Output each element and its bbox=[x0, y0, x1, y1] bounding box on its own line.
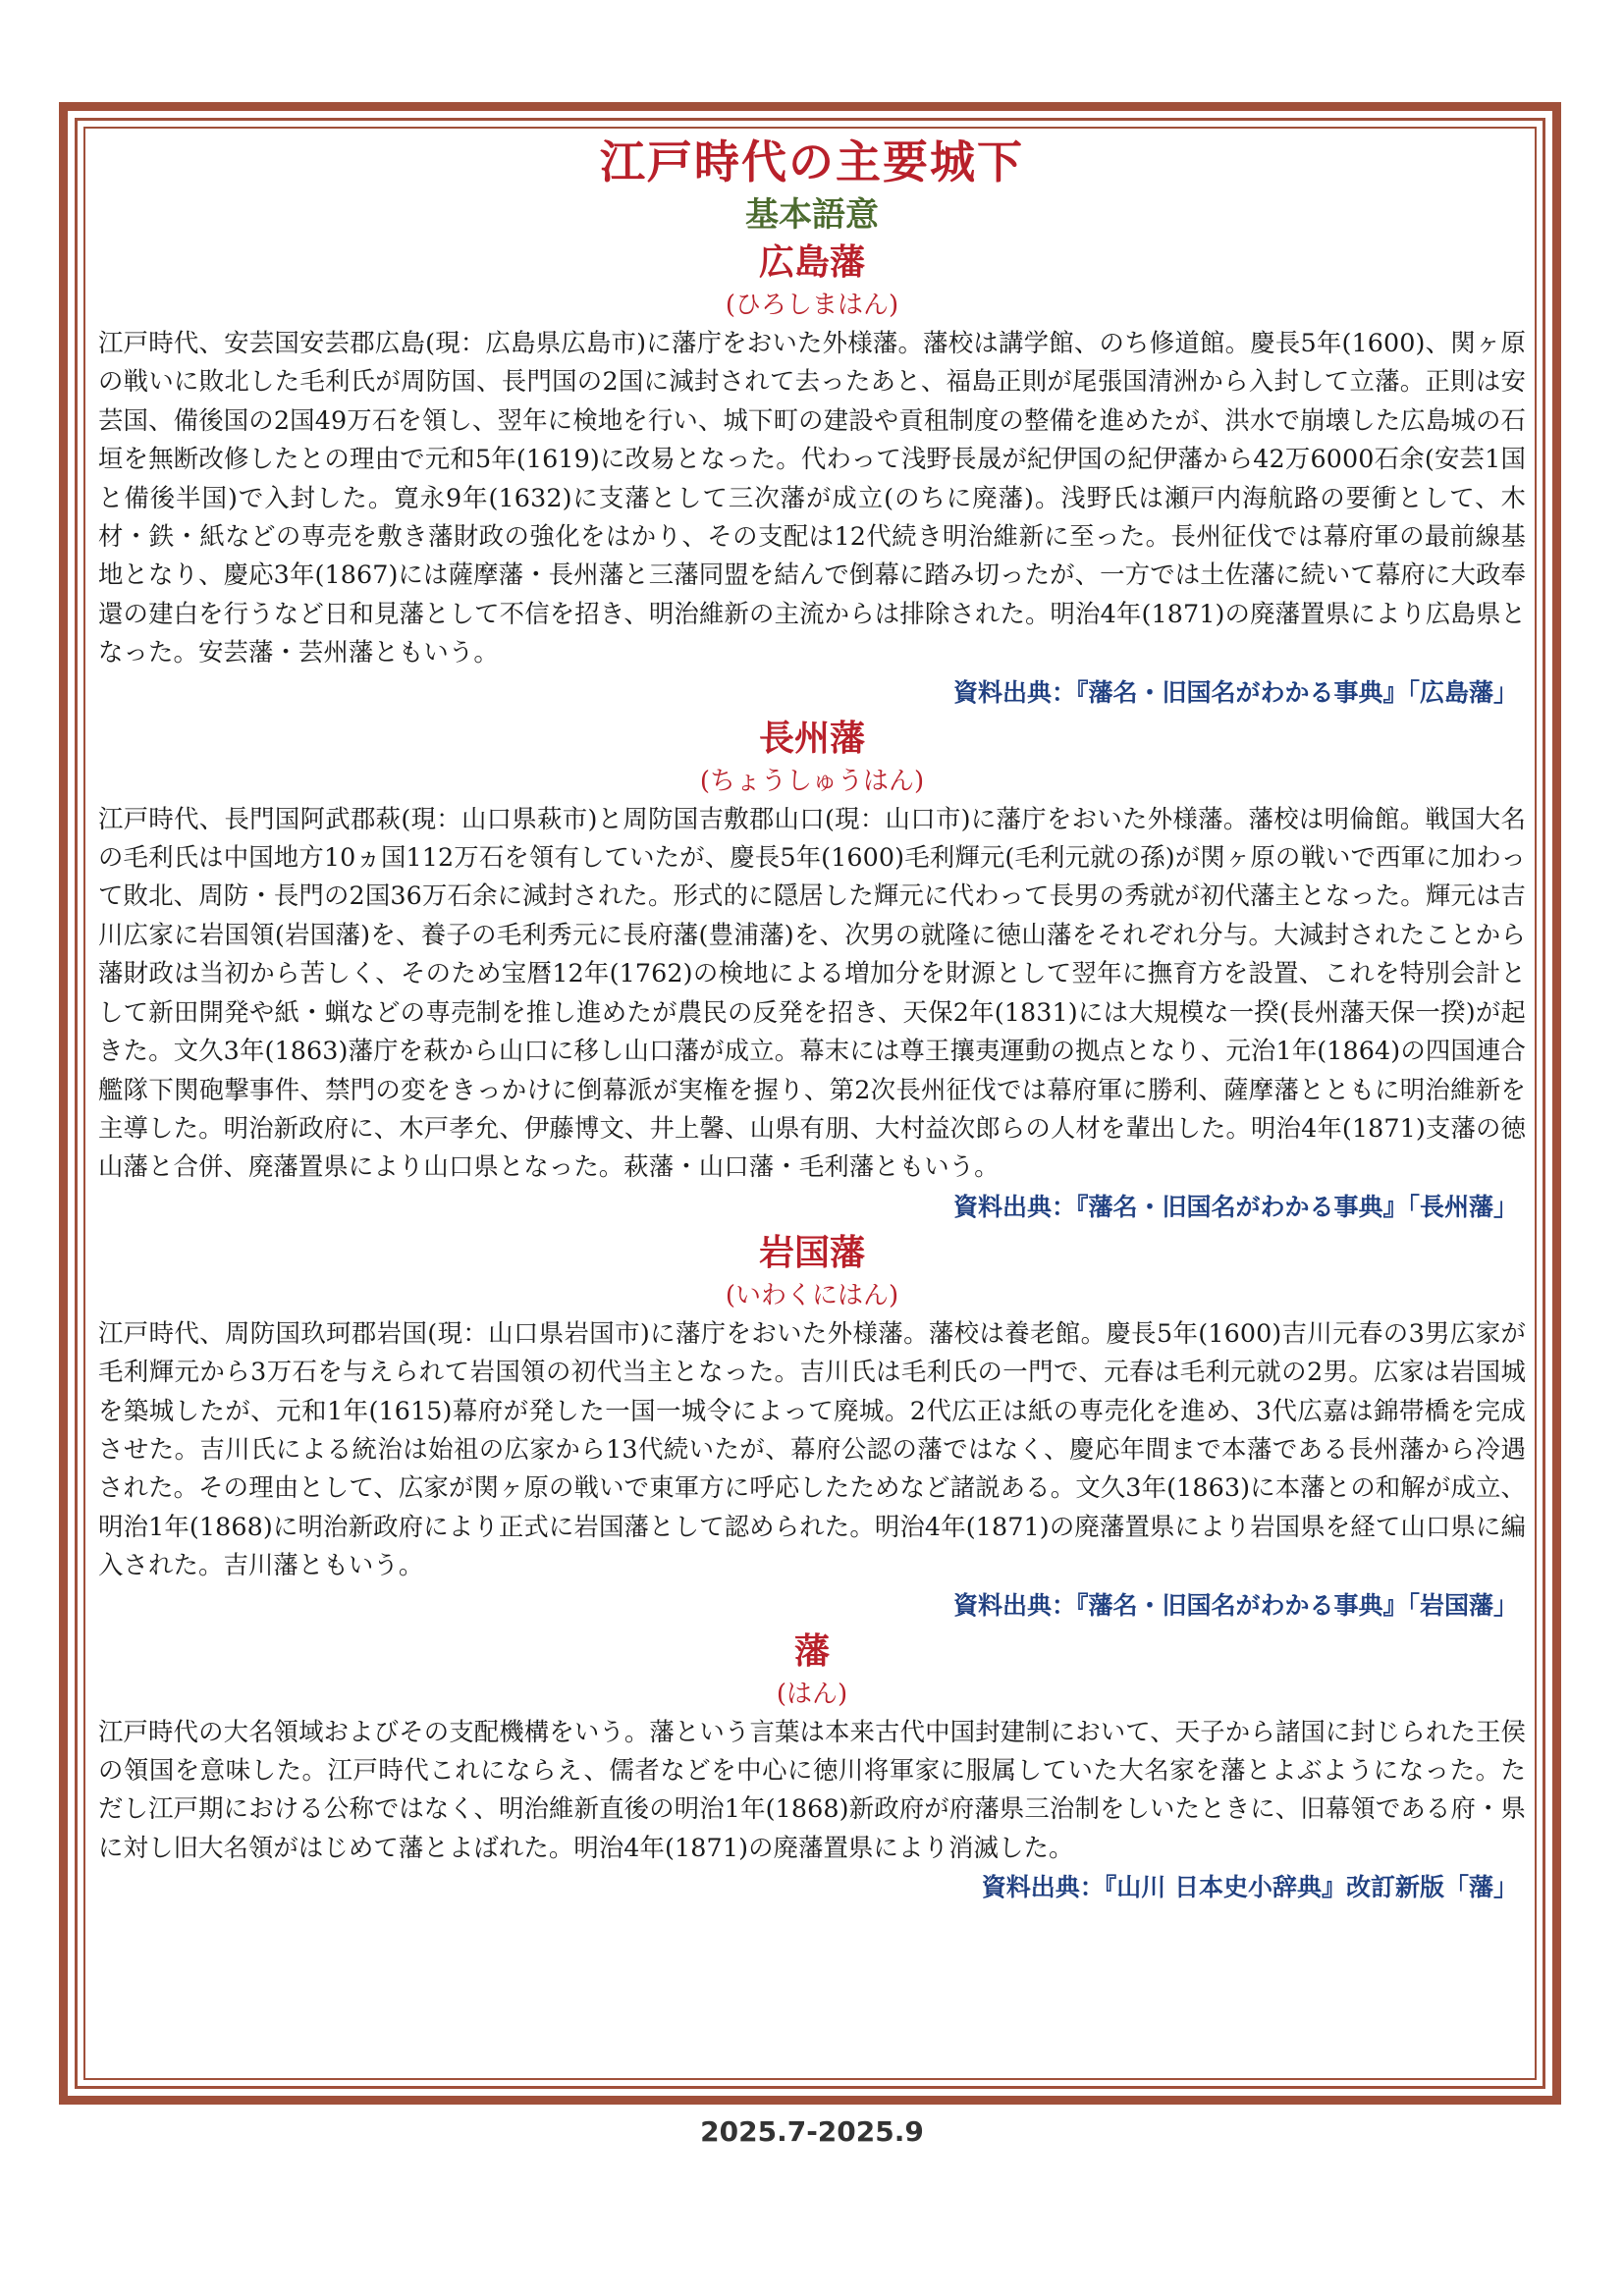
entry-heading: 広島藩 bbox=[758, 241, 865, 283]
entry-heading: 藩 bbox=[793, 1629, 830, 1672]
entry-heading: 岩国藩 bbox=[758, 1231, 865, 1273]
page-title: 江戸時代の主要城下 bbox=[600, 135, 1024, 188]
entry-source: 資料出典：『山川 日本史小辞典』改訂新版「藩」 bbox=[981, 1873, 1518, 1902]
entry-hiroshima bbox=[98, 238, 1526, 714]
entry-source: 資料出典：『藩名・旧国名がわかる事典』「広島藩」 bbox=[952, 677, 1518, 707]
footer-date-range: 2025.7-2025.9 bbox=[700, 2115, 924, 2148]
entry-iwakuni bbox=[98, 1228, 1526, 1627]
entry-body: 江戸時代の大名領域およびその支配機構をいう。藩という言葉は本来古代中国封建制において、天子から諸国に封じられた王侯の領国を意味した。江戸時代これにならえ、儒者などを中心に徳川将軍家に服属していた大名家を藩とよぶようになった。ただし江戸期における公称ではなく、明治維新直後の明治1年(1868)新政府が府藩県三治制をしいたときに、旧幕領である府・県に対し旧大名領がはじめて藩とよばれた。明治4年(1871)の廃藩置県により消滅した。 bbox=[98, 1716, 1526, 1862]
entry-choshu bbox=[98, 714, 1526, 1228]
document-content bbox=[98, 132, 1526, 2070]
entry-reading: (ひろしまはん) bbox=[725, 291, 899, 320]
entry-reading: (いわくにはん) bbox=[725, 1280, 899, 1310]
page-subtitle: 基本語意 bbox=[745, 195, 879, 235]
entry-reading: (ちょうしゅうはん) bbox=[699, 766, 925, 796]
entry-han bbox=[98, 1627, 1526, 1909]
entry-reading: (はん) bbox=[776, 1679, 848, 1709]
entry-body: 江戸時代、安芸国安芸郡広島(現：広島県広島市)に藩庁をおいた外様藩。藩校は講学館、のち修道館。慶長5年(1600)、関ヶ原の戦いに敗北した毛利氏が周防国、長門国の2国に減封されて去ったあと、福島正則が尾張国清洲から入封して立藩。正則は安芸国、備後国の2国49万石を領し、翌年に検地を行い、城下町の建設や貢租制度の整備を進めたが、洪水で崩壊した広島城の石垣を無断改修したとの理由で元和5年(1619)に改易となった。代わって浅野長晟が紀伊国の紀伊藩から42万6000石余(安芸1国と備後半国)で入封した。寛永9年(1632)に支藩として三次藩が成立(のちに廃藩)。浅野氏は瀬戸内海航路の要衝として、木材・鉄・紙などの専売を敷き藩財政の強化をはかり、その支配は12代続き明治維新に至った。長州征伐では幕府軍の最前線基地となり、慶応3年(1867)には薩摩藩・長州藩と三藩同盟を結んで倒幕に踏み切ったが、一方では土佐藩に続いて幕府に大政奉還の建白を行うなど日和見藩として不信を招き、明治維新の主流からは排除された。明治4年(1871)の廃藩置県により広島県となった。安芸藩・芸州藩ともいう。 bbox=[98, 328, 1526, 667]
entry-source: 資料出典：『藩名・旧国名がわかる事典』「岩国藩」 bbox=[952, 1590, 1518, 1620]
entry-body: 江戸時代、長門国阿武郡萩(現：山口県萩市)と周防国吉敷郡山口(現：山口市)に藩庁をおいた外様藩。藩校は明倫館。戦国大名の毛利氏は中国地方10ヵ国112万石を領有していたが、慶長5年(1600)毛利輝元(毛利元就の孫)が関ヶ原の戦いで西軍に加わって敗北、周防・長門の2国36万石余に減封された。形式的に隠居した輝元に代わって長男の秀就が初代藩主となった。輝元は吉川広家に岩国領(岩国藩)を、養子の毛利秀元に長府藩(豊浦藩)を、次男の就隆に徳山藩をそれぞれ分与。大減封されたことから藩財政は当初から苦しく、そのため宝暦12年(1762)の検地による増加分を財源として翌年に撫育方を設置、これを特別会計として新田開発や紙・蝋などの専売制を推し進めたが農民の反発を招き、天保2年(1831)には大規模な一揆(長州藩天保一揆)が起きた。文久3年(1863)藩庁を萩から山口に移し山口藩が成立。幕末には尊王攘夷運動の拠点となり、元治1年(1864)の四国連合艦隊下関砲撃事件、禁門の変をきっかけに倒幕派が実権を握り、第2次長州征伐では幕府軍に勝利、薩摩藩とともに明治維新を主導した。明治新政府に、木戸孝允、伊藤博文、井上馨、山県有朋、大村益次郎らの人材を輩出した。明治4年(1871)支藩の徳山藩と合併、廃藩置県により山口県となった。萩藩・山口藩・毛利藩ともいう。 bbox=[98, 803, 1526, 1182]
entry-heading: 長州藩 bbox=[758, 717, 865, 759]
entry-source: 資料出典：『藩名・旧国名がわかる事典』「長州藩」 bbox=[952, 1192, 1518, 1221]
entry-body: 江戸時代、周防国玖珂郡岩国(現：山口県岩国市)に藩庁をおいた外様藩。藩校は養老館。慶長5年(1600)吉川元春の3男広家が毛利輝元から3万石を与えられて岩国領の初代当主となった。吉川氏は毛利氏の一門で、元春は毛利元就の2男。広家は岩国城を築城したが、元和1年(1615)幕府が発した一国一城令によって廃城。2代広正は紙の専売化を進め、3代広嘉は錦帯橋を完成させた。吉川氏による統治は始祖の広家から13代続いたが、幕府公認の藩ではなく、慶応年間まで本藩である長州藩から冷遇された。その理由として、広家が関ヶ原の戦いで東軍方に呼応したためなど諸説ある。文久3年(1863)に本藩との和解が成立、明治1年(1868)に明治新政府により正式に岩国藩として認められた。明治4年(1871)の廃藩置県により岩国県を経て山口県に編入された。吉川藩ともいう。 bbox=[98, 1317, 1527, 1580]
